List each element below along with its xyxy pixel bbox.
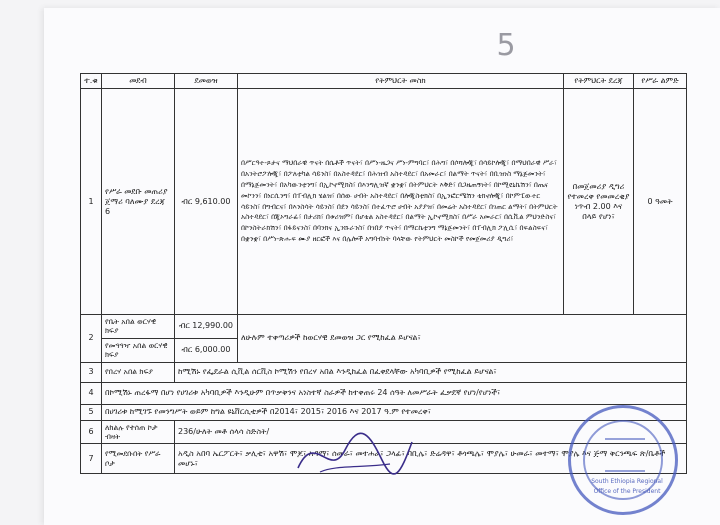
row4-text: በኮሚሽኑ ጠረፋማ በሆነ የሀገሪቱ አካባቢዎች እንዲሁም በጥቃቅንና አነስተኛ ስራዎች ከተቀጠሩ 24 ሰዓት ለመሥራት ፈቃደኛ የሆነ/የሆነች፣ (102, 382, 687, 404)
table-row-2a (81, 315, 687, 339)
row6-label: ለክልሉ የተሰጠ ኮታ ብዛት (102, 420, 175, 444)
header-level: የትምህርት ደረጃ (564, 74, 634, 89)
row1-no: 1 (81, 89, 102, 315)
row1-position: የሥራ መደቡ መጠሪያ ጀማሪ ባለሙያ ደረጃ 6 (102, 89, 175, 315)
row3-label: የበረሃ አበል ክፍያ (102, 362, 175, 382)
row6-no: 6 (81, 420, 102, 444)
row1-salary: ብር 9,610.00 (175, 89, 238, 315)
row7-text: አዲስ አበባ ኤርፖርት፣ ቃሊቲ፣ አዋሽ፣ ሞጆ፣ አዳማ፣ ሰመራ፣ መተሐራ፣ ጋላፊ፣ ባቢሌ፣ ድሬዳዋ፣ ቶጎጫሌ፣ ሞያሌ፣ ሁመራ፣ መተማ፣ ሞያሌ እና ጅማ ቅርንጫፍ ጽ/ቤቶች መሆኑ፣ (175, 444, 687, 474)
stamp-text-line2: Office of the President (593, 488, 661, 495)
row1-education-fields: በሥርዓተ-ጾታና ማህበራዊ ጥናት በሴቶች ጥናት፣ በሥነ-ዜጋና ሥነ-ምግባር፣ በሕግ፣ በሶሻሎጂ፣ በሳይኮሎጂ፣ በማህበራዊ ሥራ፣ በአንትሮፖሎጂ፣ በፖለቲካል ሳይንስ፣ በአስተዳደር፣ በሕዝብ አስተዳደር፣ በአመራር፣ በልማት ጥናት፣ በቢዝነስ ማኔጅመንት፣ በማኔጅመንት፣ በአካውንቲንግ፣ በኢኮኖሚክስ፣ በእንግሊዝኛ ቋንቋ፣ በትምህርት እቅድ፣ በጋዜጠኝነት፣ በኮሚዩኒኬሽን፣ በጤና መኮንን፣ በነርሲንግ፣ በፐብሊክ ሄልዝ፣ በሰው ሀብት አስተዳደር፣ በሎጂስቲክስ፣ በኢንፎርሜሽን ቴክኖሎጂ፣ በኮምፒውተር ሳይንስ፣ በግብርና፣ በእንስሳት ሳይንስ፣ በደን ሳይንስ፣ በተፈጥሮ ሀብት አያያዝ፣ በመሬት አስተዳደር፣ በገጠር ልማት፣ በትምህርት አስተዳደር፣ በጂኦግራፊ፣ በታሪክ፣ በቱሪዝም፣ በሆቴል አስተዳደር፣ በልማት ኢኮኖሚክስ፣ በሥራ አመራር፣ በሲቪል ምህንድስና፣ በኮንስትራክሽን፣ በፋይናንስ፣ በባንክና ኢንሹራንስ፣ በገበያ ጥናት፣ በማርኬቲንግ ማኔጅመንት፣ በፐብሊክ ፖሊሲ፣ በፍልስፍና፣ በቋንቋ፣ በሥነ-ጽሑፍ ሙያ ዘርፎች እና በሌሎች አግባብነት ባላቸው የትምህርት መስኮች የመጀመሪያ ዲግሪ፣ (238, 89, 564, 315)
header-position: መደብ (102, 74, 175, 89)
row7-no: 7 (81, 444, 102, 474)
row2-housing-label: የቤት አበል ወርሃዊ ክፍያ (102, 315, 175, 339)
page-number: 5 (496, 28, 516, 63)
stamp-text-line1: South Ethiopia Regional (591, 478, 663, 485)
row2-transport-value: ብር 6,000.00 (175, 338, 238, 362)
row5-no: 5 (81, 404, 102, 420)
row1-experience: 0 ዓመት (634, 89, 687, 315)
row7-label: የሚመደቡበት የሥራ ቦታ (102, 444, 175, 474)
header-education: የትምህርት መስክ (238, 74, 564, 89)
row4-no: 4 (81, 382, 102, 404)
row6-value: 236/ሁለት መቶ ሰላሳ ስድስት/ (175, 420, 687, 444)
signature (290, 420, 420, 490)
row3-no: 3 (81, 362, 102, 382)
row2-no: 2 (81, 315, 102, 363)
official-stamp (568, 405, 678, 515)
row3-note: ከሚሽኑ የፌደራል ሲቪል ሰርቪስ ኮሚሽን የበረሃ አበል እንዲከፈል በፈቀደላቸው አካባቢዎች የሚከፈል ይሆናል፣ (175, 362, 687, 382)
row2-allowance-note: ለሁሉም ተቀጣሪዎች ከወርሃዊ ደመወዝ ጋር የሚከፈል ይሆናል፣ (238, 315, 687, 363)
header-no: ተ.ቁ (81, 74, 102, 89)
row1-education-level: በመጀመሪያ ዲግሪ የተመረቀ የመመረቂያ ነጥብ 2.00 እና በላይ የሆነ፣ (564, 89, 634, 315)
table-row-3 (81, 362, 687, 382)
header-salary: ደመወዝ (175, 74, 238, 89)
table-row-4 (81, 382, 687, 404)
table-header-row (81, 74, 687, 89)
header-experience: የሥራ ልምድ (634, 74, 687, 89)
table-row-1 (81, 89, 687, 315)
row2-transport-label: የመጓጓዣ አበል ወርሃዊ ክፍያ (102, 338, 175, 362)
row2-housing-value: ብር 12,990.00 (175, 315, 238, 339)
stamp-emblem (605, 438, 645, 472)
row5-text: በሀገሪቱ ከሚገኙ የመንግሥት ወይም ከግል ዩኒቨርሲቲዎች በ2014፣ 2015፣ 2016 እና 2017 ዓ.ም የተመረቀ፣ (102, 404, 687, 420)
